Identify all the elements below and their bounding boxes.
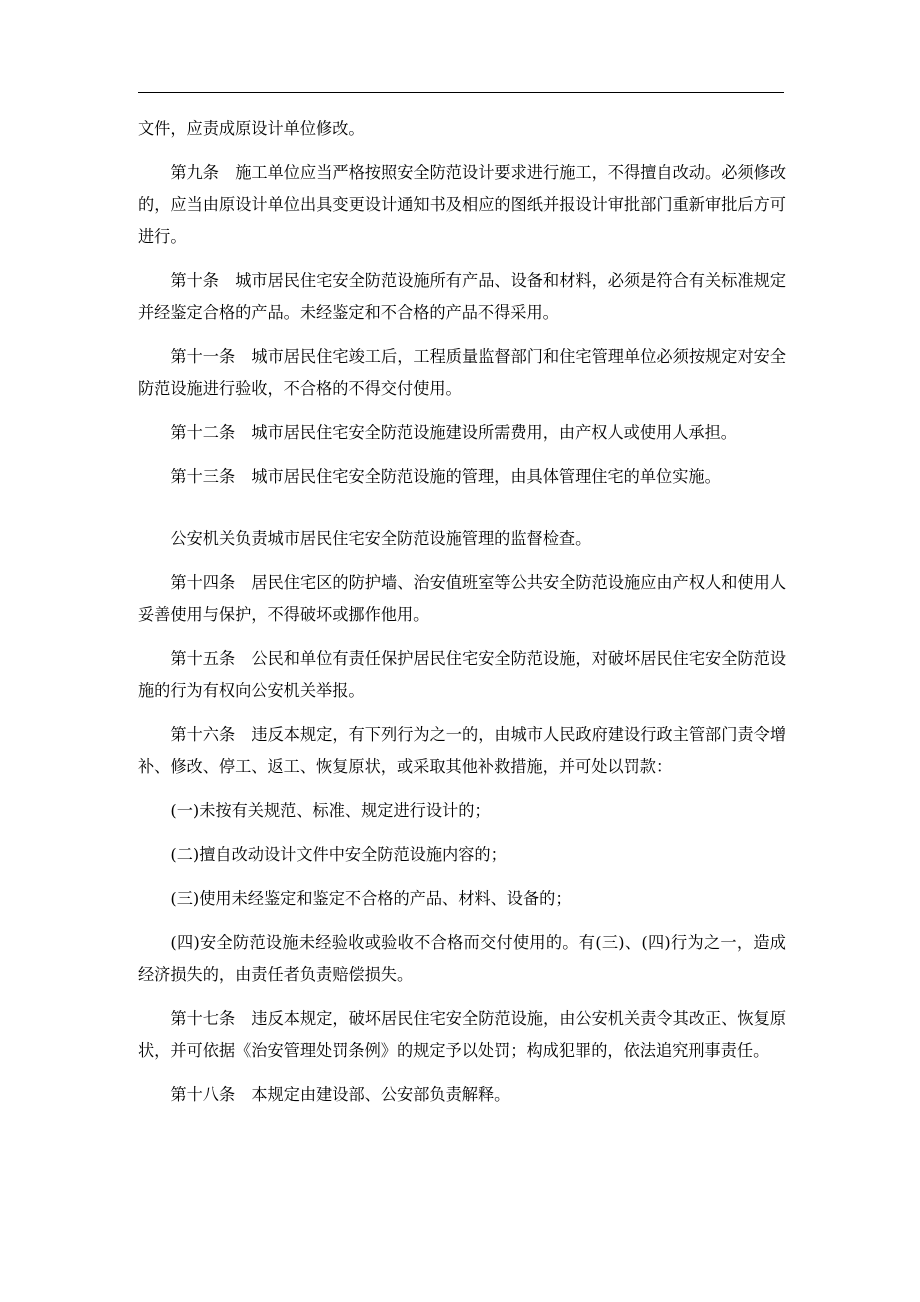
article-text: 城市居民住宅竣工后，工程质量监督部门和住宅管理单位必须按规定对安全防范设施进行验收，不合格的不得交付使用。 — [138, 347, 787, 398]
article-13 — [138, 461, 786, 493]
article-label: 第十四条 — [170, 573, 236, 592]
document-body — [138, 113, 786, 1123]
article-label: 第十条 — [170, 271, 219, 290]
article-text: 施工单位应当严格按照安全防范设计要求进行施工，不得擅自改动。必须修改的，应当由原设计单位出具变更设计通知书及相应的图纸并报设计审批部门重新审批后方可进行。 — [138, 163, 787, 246]
article-16-item-2 — [138, 839, 786, 871]
article-16-item-4 — [138, 927, 786, 991]
paragraph-text: 文件，应责成原设计单位修改。 — [138, 119, 365, 138]
article-13-clause-2 — [138, 523, 786, 555]
list-item-text: (三)使用未经鉴定和鉴定不合格的产品、材料、设备的； — [170, 889, 572, 908]
article-label: 第九条 — [170, 163, 219, 182]
article-9 — [138, 157, 786, 253]
article-11 — [138, 341, 786, 405]
article-text: 居民住宅区的防护墙、治安值班室等公共安全防范设施应由产权人和使用人妥善使用与保护，不得破坏或挪作他用。 — [138, 573, 787, 624]
article-16-item-3 — [138, 883, 786, 915]
article-label: 第十一条 — [170, 347, 236, 366]
list-item-text: (二)擅自改动设计文件中安全防范设施内容的； — [170, 845, 507, 864]
article-text: 本规定由建设部、公安部负责解释。 — [251, 1085, 511, 1104]
list-item-text: (一)未按有关规范、标准、规定进行设计的； — [170, 801, 491, 820]
article-text: 城市居民住宅安全防范设施所有产品、设备和材料，必须是符合有关标准规定并经鉴定合格的产品。未经鉴定和不合格的产品不得采用。 — [138, 271, 787, 322]
article-label: 第十七条 — [170, 1009, 236, 1028]
paragraph-continuation — [138, 113, 786, 145]
article-label: 第十二条 — [170, 423, 236, 442]
article-15 — [138, 643, 786, 707]
article-18 — [138, 1079, 786, 1111]
article-14 — [138, 567, 786, 631]
header-rule — [138, 92, 784, 93]
article-label: 第十三条 — [170, 467, 236, 486]
article-text: 公民和单位有责任保护居民住宅安全防范设施，对破坏居民住宅安全防范设施的行为有权向公安机关举报。 — [138, 649, 787, 700]
list-item-text: (四)安全防范设施未经验收或验收不合格而交付使用的。有(三)、(四)行为之一，造成经济损失的，由责任者负责赔偿损失。 — [138, 933, 786, 984]
article-16-item-1 — [138, 795, 786, 827]
article-10 — [138, 265, 786, 329]
article-label: 第十八条 — [170, 1085, 236, 1104]
article-text: 违反本规定，有下列行为之一的，由城市人民政府建设行政主管部门责令增补、修改、停工、返工、恢复原状，或采取其他补救措施，并可处以罚款： — [138, 725, 787, 776]
article-12 — [138, 417, 786, 449]
article-text: 违反本规定，破坏居民住宅安全防范设施，由公安机关责令其改正、恢复原状，并可依据《治安管理处罚条例》的规定予以处罚；构成犯罪的，依法追究刑事责任。 — [138, 1009, 787, 1060]
article-label: 第十六条 — [170, 725, 236, 744]
article-17 — [138, 1003, 786, 1067]
article-16 — [138, 719, 786, 783]
article-text: 城市居民住宅安全防范设施的管理，由具体管理住宅的单位实施。 — [251, 467, 721, 486]
article-text: 城市居民住宅安全防范设施建设所需费用，由产权人或使用人承担。 — [251, 423, 737, 442]
paragraph-text: 公安机关负责城市居民住宅安全防范设施管理的监督检查。 — [170, 529, 592, 548]
article-label: 第十五条 — [170, 649, 236, 668]
